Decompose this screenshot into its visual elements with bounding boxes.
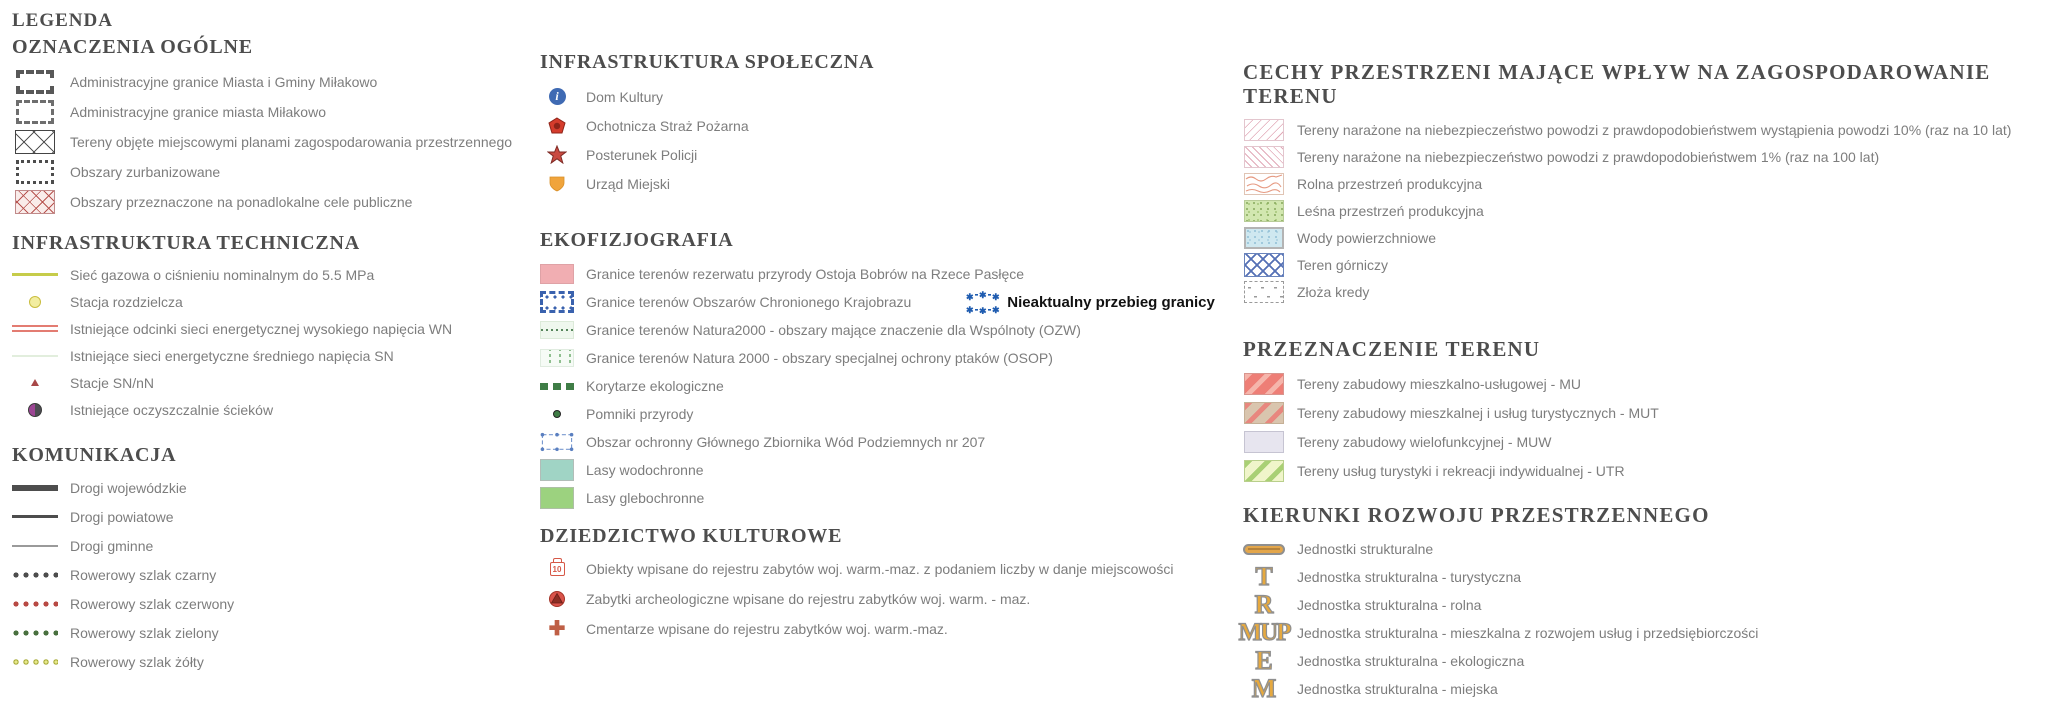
legend-item-label: Leśna przestrzeń produkcyjna xyxy=(1297,202,1484,219)
legend-item-label: Sieć gazowa o ciśnieniu nominalnym do 5.5 MPa xyxy=(70,266,375,283)
legend-item-label: Jednostka strukturalna - miejska xyxy=(1297,681,1498,697)
symbol-cell xyxy=(12,296,58,308)
legend-rows xyxy=(1243,116,2063,305)
legend-rows xyxy=(540,82,1235,198)
groundwater-reservoir-swatch xyxy=(540,430,574,454)
legend-item xyxy=(1243,456,2063,485)
surface-water-swatch xyxy=(1244,227,1284,249)
symbol-cell xyxy=(1243,227,1285,249)
legend-item xyxy=(540,316,1235,344)
legend-item xyxy=(12,618,527,647)
legend-item xyxy=(1243,143,2063,170)
legend-item xyxy=(540,260,1235,288)
legend-item-label: Tereny narażone na niebezpieczeństwo powodzi z prawdopodobieństwem wystąpienia powodzi 10% (raz na 10 lat) xyxy=(1297,121,2012,138)
legend-item-label: Złoża kredy xyxy=(1297,283,1370,300)
svg-text:✱: ✱ xyxy=(979,290,987,300)
legend-rows xyxy=(1238,535,2063,703)
legend-item-label: Jednostka strukturalna - ekologiczna xyxy=(1297,653,1525,669)
legend-item xyxy=(540,140,1235,169)
utr-zone-swatch xyxy=(1244,460,1284,482)
legend-item xyxy=(540,82,1235,111)
legend-item-label: Pomniki przyrody xyxy=(586,406,694,422)
natura2000-ozw-swatch xyxy=(540,321,574,339)
legend-item-label: Cmentarze wpisane do rejestru zabytków woj. warm.-maz. xyxy=(586,621,948,637)
bike-trail-black-dots xyxy=(12,571,58,579)
legend-item xyxy=(1243,675,2063,703)
legend-item-label: Jednostki strukturalne xyxy=(1297,541,1434,557)
local-plans-swatch xyxy=(15,130,55,154)
section-land-use xyxy=(1243,337,2063,485)
symbol-cell xyxy=(1243,431,1285,453)
symbol-cell xyxy=(1243,402,1285,424)
legend-item-label: Rowerowy szlak czerwony xyxy=(70,595,235,612)
legend-item-label: Obszar ochronny Głównego Zbiornika Wód Podziemnych nr 207 xyxy=(586,434,986,450)
legend-item-label: Jednostka strukturalna - mieszkalna z rozwojem usług i przedsiębiorczości xyxy=(1297,625,1759,641)
legend-item-label: Tereny narażone na niebezpieczeństwo powodzi z prawdopodobieństwem 1% (raz na 100 lat) xyxy=(1297,148,1880,165)
legend-item-label: Rowerowy szlak czarny xyxy=(70,566,217,583)
legend-item-label: Rowerowy szlak żółty xyxy=(70,653,204,670)
legend-item xyxy=(540,428,1235,456)
legend-item xyxy=(540,372,1235,400)
sn-nn-station-triangle-icon xyxy=(31,379,39,386)
section-title: PRZEZNACZENIE TERENU xyxy=(1243,337,1541,361)
mining-area-swatch xyxy=(1244,253,1284,277)
legend-item xyxy=(12,473,527,502)
symbol-cell xyxy=(540,264,574,284)
legend-item-label: Teren górniczy xyxy=(1297,256,1389,273)
water-protection-forest-swatch xyxy=(540,459,574,481)
legend-item xyxy=(1243,278,2063,305)
county-road-line xyxy=(12,515,58,518)
symbol-cell xyxy=(1243,119,1285,141)
legend-item xyxy=(12,288,527,315)
svg-text:✱: ✱ xyxy=(966,305,974,314)
symbol-cell xyxy=(1238,619,1290,646)
symbol-cell xyxy=(1243,373,1285,395)
mut-zone-swatch xyxy=(1244,402,1284,424)
nature-reserve-swatch xyxy=(540,264,574,284)
symbol-cell xyxy=(540,291,574,313)
forest-space-swatch xyxy=(1244,200,1284,222)
symbol-cell xyxy=(12,629,58,637)
symbol-cell xyxy=(1243,676,1285,702)
symbol-cell xyxy=(540,618,574,640)
town-hall-shield-icon xyxy=(548,175,566,192)
legend-item xyxy=(12,589,527,618)
section-title: OZNACZENIA OGÓLNE xyxy=(12,36,253,58)
natura2000-osop-swatch xyxy=(540,349,574,367)
muw-zone-swatch xyxy=(1244,431,1284,453)
legend-item xyxy=(12,369,527,396)
legend-item-label: Tereny usług turystyki i rekreacji indywidualnej - UTR xyxy=(1297,462,1625,479)
symbol-cell xyxy=(540,410,574,418)
legend-item xyxy=(12,157,527,187)
svg-text:✱: ✱ xyxy=(992,305,1000,314)
legend-item xyxy=(540,288,1235,316)
registered-monument-icon: 10 xyxy=(550,562,565,576)
sewage-plant-icon xyxy=(28,403,42,417)
legend-item-label: Posterunek Policji xyxy=(586,146,698,163)
bike-trail-green-dots xyxy=(12,629,58,637)
structural-units-capsule-icon xyxy=(1243,544,1285,555)
unit-letter-mup: MUP xyxy=(1238,619,1290,646)
nature-monument-dot-icon xyxy=(553,410,561,418)
legend-item-label: Drogi wojewódzkie xyxy=(70,479,187,496)
legend-item-label: Administracyjne granice Miasta i Gminy Miłakowo xyxy=(70,74,378,90)
legend-item xyxy=(540,584,1235,614)
outdated-boundary-label: Nieaktualny przebieg granicy xyxy=(1007,293,1215,311)
mu-zone-swatch xyxy=(1244,373,1284,395)
symbol-cell xyxy=(1243,648,1285,674)
symbol-cell xyxy=(540,175,574,192)
legend-item-label: Jednostka strukturalna - turystyczna xyxy=(1297,569,1522,585)
unit-letter-e: E xyxy=(1255,646,1273,675)
section-general-markings xyxy=(12,35,527,217)
fire-brigade-icon xyxy=(548,117,566,135)
svg-text:✱: ✱ xyxy=(966,292,974,302)
legend-item-label: Dom Kultury xyxy=(586,88,664,105)
symbol-cell xyxy=(12,515,58,518)
symbol-cell xyxy=(12,273,58,276)
distribution-station-icon xyxy=(29,296,41,308)
legend-item-label: Lasy glebochronne xyxy=(586,490,705,506)
legend-rows xyxy=(12,67,527,217)
legend-item xyxy=(1243,535,2063,563)
symbol-cell xyxy=(540,590,574,608)
legend-item-label: Istniejące odcinki sieci energetycznej wysokiego napięcia WN xyxy=(70,320,453,337)
column-social-eco-heritage xyxy=(540,10,1235,644)
voivodeship-road-line xyxy=(12,485,58,491)
city-commune-boundary-swatch xyxy=(16,70,54,94)
legend-item xyxy=(12,396,527,423)
legend-item xyxy=(540,456,1235,484)
symbol-cell xyxy=(1243,173,1285,195)
urbanized-areas-swatch xyxy=(16,160,54,184)
flood-risk-10pct-swatch xyxy=(1244,119,1284,141)
symbol-cell xyxy=(12,130,58,154)
symbol-cell xyxy=(540,430,574,454)
legend-item-label: Istniejące oczyszczalnie ścieków xyxy=(70,401,274,418)
legend-item-label: Wody powierzchniowe xyxy=(1297,229,1437,246)
legend-rows xyxy=(540,260,1235,512)
soil-protection-forest-swatch xyxy=(540,487,574,509)
legend-item-label: Obszary zurbanizowane xyxy=(70,164,221,180)
legend-rows xyxy=(12,473,527,676)
police-star-icon xyxy=(547,145,567,164)
symbol-cell xyxy=(540,321,574,339)
symbol-cell xyxy=(12,100,58,124)
symbol-cell xyxy=(1243,564,1285,590)
symbol-cell xyxy=(540,117,574,135)
chalk-deposits-swatch xyxy=(1244,281,1284,303)
symbol-cell xyxy=(540,88,574,105)
unit-letter-t: T xyxy=(1255,562,1273,591)
legend-item-label: Granice terenów rezerwatu przyrody Ostoja Bobrów na Rzece Pasłęce xyxy=(586,266,1025,282)
symbol-cell xyxy=(1243,146,1285,168)
cemetery-cross-icon: ✚ xyxy=(548,618,566,640)
protected-landscape-swatch xyxy=(540,291,574,313)
symbol-cell xyxy=(12,70,58,94)
legend-item-label: Granice terenów Natura2000 - obszary mające znaczenie dla Wspólnoty (OZW) xyxy=(586,322,1081,338)
legend-item xyxy=(540,554,1235,584)
svg-text:✱: ✱ xyxy=(979,306,987,314)
legend-item xyxy=(12,502,527,531)
svg-text:✱: ✱ xyxy=(992,292,1000,302)
legend-item-label: Ochotnicza Straż Pożarna xyxy=(586,117,749,134)
legend-rows xyxy=(1243,369,2063,485)
legend-item-label: Urząd Miejski xyxy=(586,175,671,192)
column-spatial-features xyxy=(1238,10,2063,703)
city-boundary-swatch xyxy=(16,100,54,124)
section-title: EKOFIZJOGRAFIA xyxy=(540,229,734,251)
legend-item xyxy=(1243,116,2063,143)
legend-item-label: Stacja rozdzielcza xyxy=(70,293,183,310)
page-title: LEGENDA xyxy=(12,10,113,31)
symbol-cell xyxy=(1243,544,1285,555)
unit-letter-m: M xyxy=(1251,674,1277,703)
section-title: DZIEDZICTWO KULTUROWE xyxy=(540,525,843,547)
legend-item-label: Istniejące sieci energetyczne średniego napięcia SN xyxy=(70,347,394,364)
legend-item xyxy=(1243,170,2063,197)
legend-item-label: Drogi gminne xyxy=(70,537,154,554)
legend-item xyxy=(12,647,527,676)
bike-trail-red-dots xyxy=(12,600,58,608)
symbol-cell xyxy=(12,379,58,386)
legend-item xyxy=(12,261,527,288)
legend-item xyxy=(540,614,1235,644)
legend-item xyxy=(1243,224,2063,251)
legend-item xyxy=(1243,427,2063,456)
section-title: CECHY PRZESTRZENI MAJĄCE WPŁYW NA ZAGOSPODAROWANIE TERENU xyxy=(1243,60,1991,108)
legend-item xyxy=(12,127,527,157)
commune-road-line xyxy=(12,545,58,547)
symbol-cell xyxy=(12,403,58,417)
symbol-cell xyxy=(12,190,58,214)
symbol-cell xyxy=(1243,253,1285,277)
symbol-cell xyxy=(1243,200,1285,222)
bike-trail-yellow-dots xyxy=(12,658,58,666)
info-icon: i xyxy=(549,88,566,105)
section-title: INFRASTRUKTURA TECHNICZNA xyxy=(12,232,361,254)
legend-item xyxy=(1243,563,2063,591)
high-voltage-line xyxy=(12,325,58,332)
symbol-cell xyxy=(540,349,574,367)
section-title: KIERUNKI ROZWOJU PRZESTRZENNEGO xyxy=(1243,503,1710,527)
legend-item xyxy=(1238,619,2063,647)
archaeological-site-icon xyxy=(548,590,566,608)
legend-rows xyxy=(12,261,527,423)
legend-item-label: Granice terenów Obszarów Chronionego Krajobrazu xyxy=(586,294,912,310)
legend-item-label: Tereny zabudowy mieszkalnej i usług turystycznych - MUT xyxy=(1297,404,1659,421)
symbol-cell xyxy=(12,485,58,491)
legend-item xyxy=(12,315,527,342)
symbol-cell xyxy=(1243,281,1285,303)
symbol-cell xyxy=(12,600,58,608)
outdated-boundary-marks-icon xyxy=(965,290,1001,314)
legend-item-label: Obszary przeznaczone na ponadlokalne cele publiczne xyxy=(70,194,413,210)
symbol-cell xyxy=(12,571,58,579)
medium-voltage-line xyxy=(12,355,58,357)
symbol-cell xyxy=(540,487,574,509)
symbol-cell xyxy=(540,459,574,481)
section-cultural-heritage xyxy=(540,524,1235,644)
legend-item xyxy=(12,342,527,369)
agricultural-space-swatch xyxy=(1244,173,1284,195)
legend-item xyxy=(540,400,1235,428)
legend-item-label: Lasy wodochronne xyxy=(586,462,704,478)
section-title: INFRASTRUKTURA SPOŁECZNA xyxy=(540,51,875,73)
legend-item-label: Tereny objęte miejscowymi planami zagospodarowania przestrzennego xyxy=(70,134,513,150)
legend-item xyxy=(1243,197,2063,224)
section-spatial-features xyxy=(1243,60,2063,305)
gas-network-line xyxy=(12,273,58,276)
section-transport xyxy=(12,443,527,676)
column-general xyxy=(12,10,527,676)
outdated-boundary-note xyxy=(965,290,1215,314)
legend-item xyxy=(1243,369,2063,398)
legend-item xyxy=(540,344,1235,372)
legend-item-label: Granice terenów Natura 2000 - obszary specjalnej ochrony ptaków (OSOP) xyxy=(586,350,1053,366)
symbol-cell xyxy=(12,325,58,332)
legend-item-label: Jednostka strukturalna - rolna xyxy=(1297,597,1482,613)
section-social-infrastructure xyxy=(540,50,1235,198)
ecological-corridor-line xyxy=(540,383,574,390)
legend-item-label: Obiekty wpisane do rejestru zabytów woj. warm.-maz. z podaniem liczby w danje miejscowości xyxy=(586,561,1174,577)
legend-item xyxy=(1243,251,2063,278)
legend-item xyxy=(12,531,527,560)
legend-item xyxy=(12,97,527,127)
legend-item-label: Rowerowy szlak zielony xyxy=(70,624,219,641)
legend-item xyxy=(12,187,527,217)
symbol-cell xyxy=(540,562,574,576)
legend-item xyxy=(1243,647,2063,675)
symbol-cell xyxy=(540,145,574,164)
symbol-cell xyxy=(12,355,58,357)
symbol-cell xyxy=(1243,460,1285,482)
legend-item xyxy=(540,484,1235,512)
legend-item xyxy=(12,67,527,97)
legend-item-label: Rolna przestrzeń produkcyjna xyxy=(1297,175,1483,192)
section-development-directions xyxy=(1238,503,2063,703)
legend-item-label: Korytarze ekologiczne xyxy=(586,378,724,394)
legend-item-label: Tereny zabudowy mieszkalno-usługowej - MU xyxy=(1297,375,1582,392)
legend-item xyxy=(1243,591,2063,619)
legend-item-label: Tereny zabudowy wielofunkcyjnej - MUW xyxy=(1297,433,1552,450)
section-technical-infrastructure xyxy=(12,231,527,423)
unit-letter-r: R xyxy=(1254,590,1274,619)
symbol-cell xyxy=(12,160,58,184)
legend-item-label: Drogi powiatowe xyxy=(70,508,174,525)
legend-item-label: Stacje SN/nN xyxy=(70,374,155,391)
symbol-cell xyxy=(12,658,58,666)
section-title: KOMUNIKACJA xyxy=(12,444,177,466)
symbol-cell xyxy=(540,383,574,390)
section-ecophysiography xyxy=(540,228,1235,512)
legend-item-label: Administracyjne granice miasta Miłakowo xyxy=(70,104,326,120)
legend-item-label: Zabytki archeologiczne wpisane do rejestru zabytków woj. warm. - maz. xyxy=(586,591,1031,607)
legend-item xyxy=(1243,398,2063,427)
legend-item xyxy=(540,169,1235,198)
legend-item xyxy=(540,111,1235,140)
symbol-cell xyxy=(12,545,58,547)
legend-item xyxy=(12,560,527,589)
supralocal-public-areas-swatch xyxy=(15,190,55,214)
symbol-cell xyxy=(1243,592,1285,618)
flood-risk-1pct-swatch xyxy=(1244,146,1284,168)
legend-rows xyxy=(540,554,1235,644)
